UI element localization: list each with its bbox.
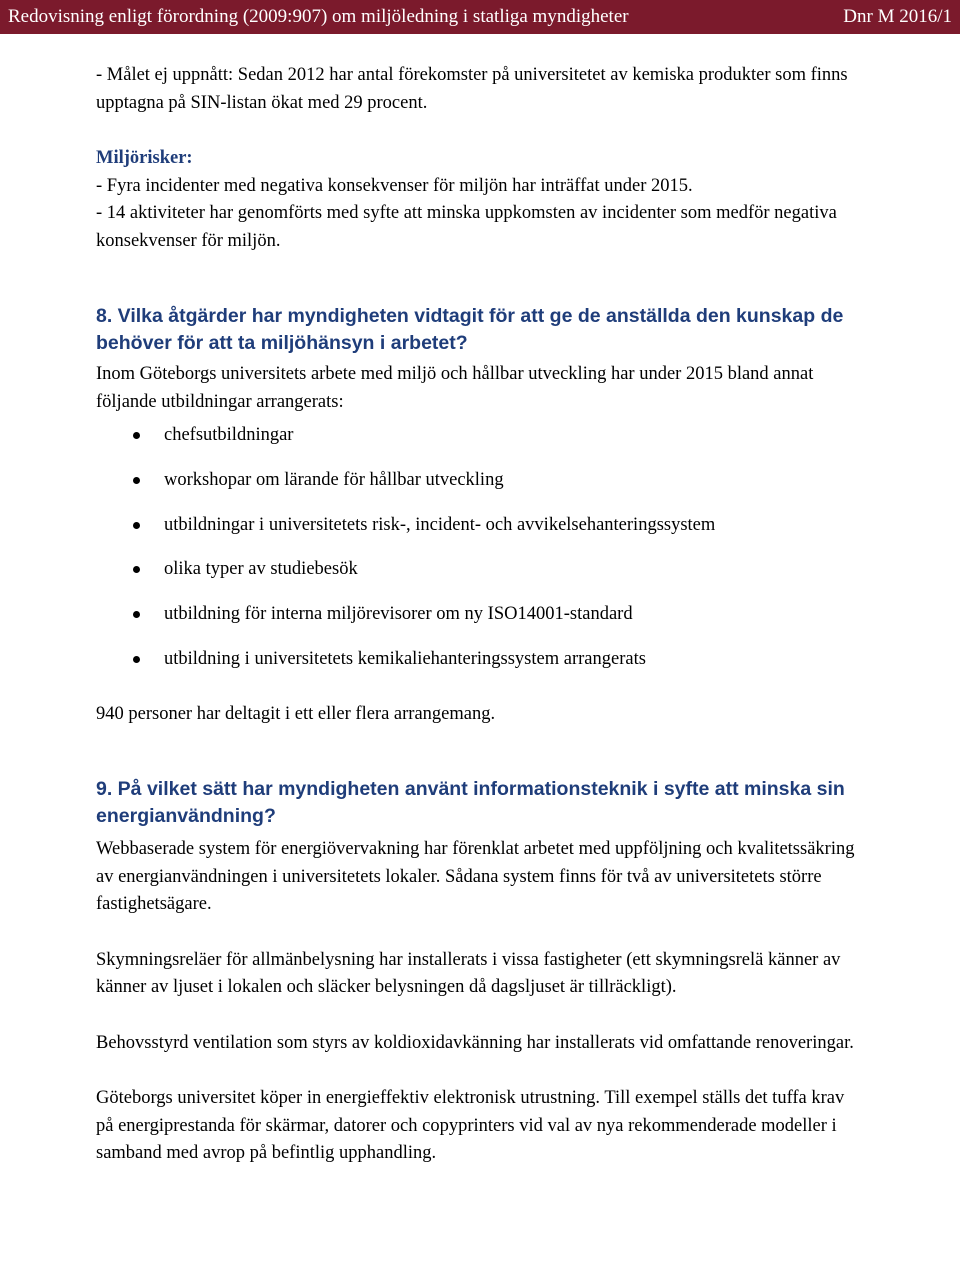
list-item <box>96 601 856 646</box>
page-header <box>0 0 960 34</box>
bullet-icon <box>133 522 140 529</box>
list-item <box>96 556 856 601</box>
environmental-risks-block <box>96 145 856 255</box>
goal-status-paragraph: - Målet ej uppnått: Sedan 2012 har antal förekomster på universitetet av kemiska produkter som finns upptagna på SIN-listan ökat med 29 procent. <box>96 65 848 113</box>
bullet-icon <box>133 432 140 439</box>
section-8-intro: Inom Göteborgs universitets arbete med miljö och hållbar utveckling har under 2015 bland annat följande utbildningar arrangerats: <box>96 364 814 412</box>
bullet-icon <box>133 611 140 618</box>
list-item <box>96 422 856 467</box>
list-item-text: chefsutbildningar <box>164 425 294 445</box>
training-list <box>96 422 856 691</box>
section-9-paragraph-3: Behovsstyrd ventilation som styrs av koldioxidavkänning har installerats vid omfattande renoveringar. <box>96 1032 854 1053</box>
document-title: Redovisning enligt förordning (2009:907) om miljöledning i statliga myndigheter <box>8 6 629 27</box>
section-9-paragraph-1: Webbaserade system för energiövervakning har förenklat arbetet med uppföljning och kvalitetssäkring av energianvändningen i universitetets lokaler. Sådana system finns för två av universitetets större fastighetsägare. <box>96 839 855 915</box>
list-item-text: utbildning för interna miljörevisorer om ny ISO14001-standard <box>164 604 633 625</box>
document-reference: Dnr M 2016/1 <box>843 6 952 27</box>
list-item <box>96 467 856 512</box>
section-8-heading: 8. Vilka åtgärder har myndigheten vidtagit för att ge de anställda den kunskap de behöver för att ta miljöhänsyn i arbetet? <box>96 305 844 354</box>
list-item-text: utbildning i universitetets kemikaliehanteringssystem arrangerats <box>164 648 646 669</box>
list-item <box>96 512 856 557</box>
environmental-risks-heading: Miljörisker: <box>96 148 193 168</box>
activities-line: - 14 aktiviteter har genomförts med syfte att minska uppkomsten av incidenter som medför negativa konsekvenser för miljön. <box>96 203 837 251</box>
bullet-icon <box>133 566 140 573</box>
section-9-heading: 9. På vilket sätt har myndigheten använt informationsteknik i syfte att minska sin energianvändning? <box>96 778 845 828</box>
list-item-text: workshopar om lärande för hållbar utveckling <box>164 469 504 490</box>
list-item-text: olika typer av studiebesök <box>164 559 358 580</box>
list-item <box>96 646 856 691</box>
incidents-line: - Fyra incidenter med negativa konsekvenser för miljön har inträffat under 2015. <box>96 175 693 196</box>
list-item-text: utbildningar i universitetets risk-, incident- och avvikelsehanteringssystem <box>164 514 716 535</box>
participants-summary: 940 personer har deltagit i ett eller flera arrangemang. <box>96 703 496 724</box>
document-body <box>96 62 856 1168</box>
section-9-paragraph-2: Skymningsreläer för allmänbelysning har installerats i vissa fastigheter (ett skymningsrelä känner av känner av ljuset i lokalen och släcker belysningen då dagsljuset är tillräckligt). <box>96 949 841 998</box>
section-9-paragraph-4: Göteborgs universitet köper in energieffektiv elektronisk utrustning. Till exempel ställs det tuffa krav på energiprestanda för skärmar, datorer och copyprinters vid val av nya rekommenderade modeller i samband med avrop på befintlig upphandling. <box>96 1088 845 1164</box>
bullet-icon <box>133 656 140 663</box>
bullet-icon <box>133 477 140 484</box>
